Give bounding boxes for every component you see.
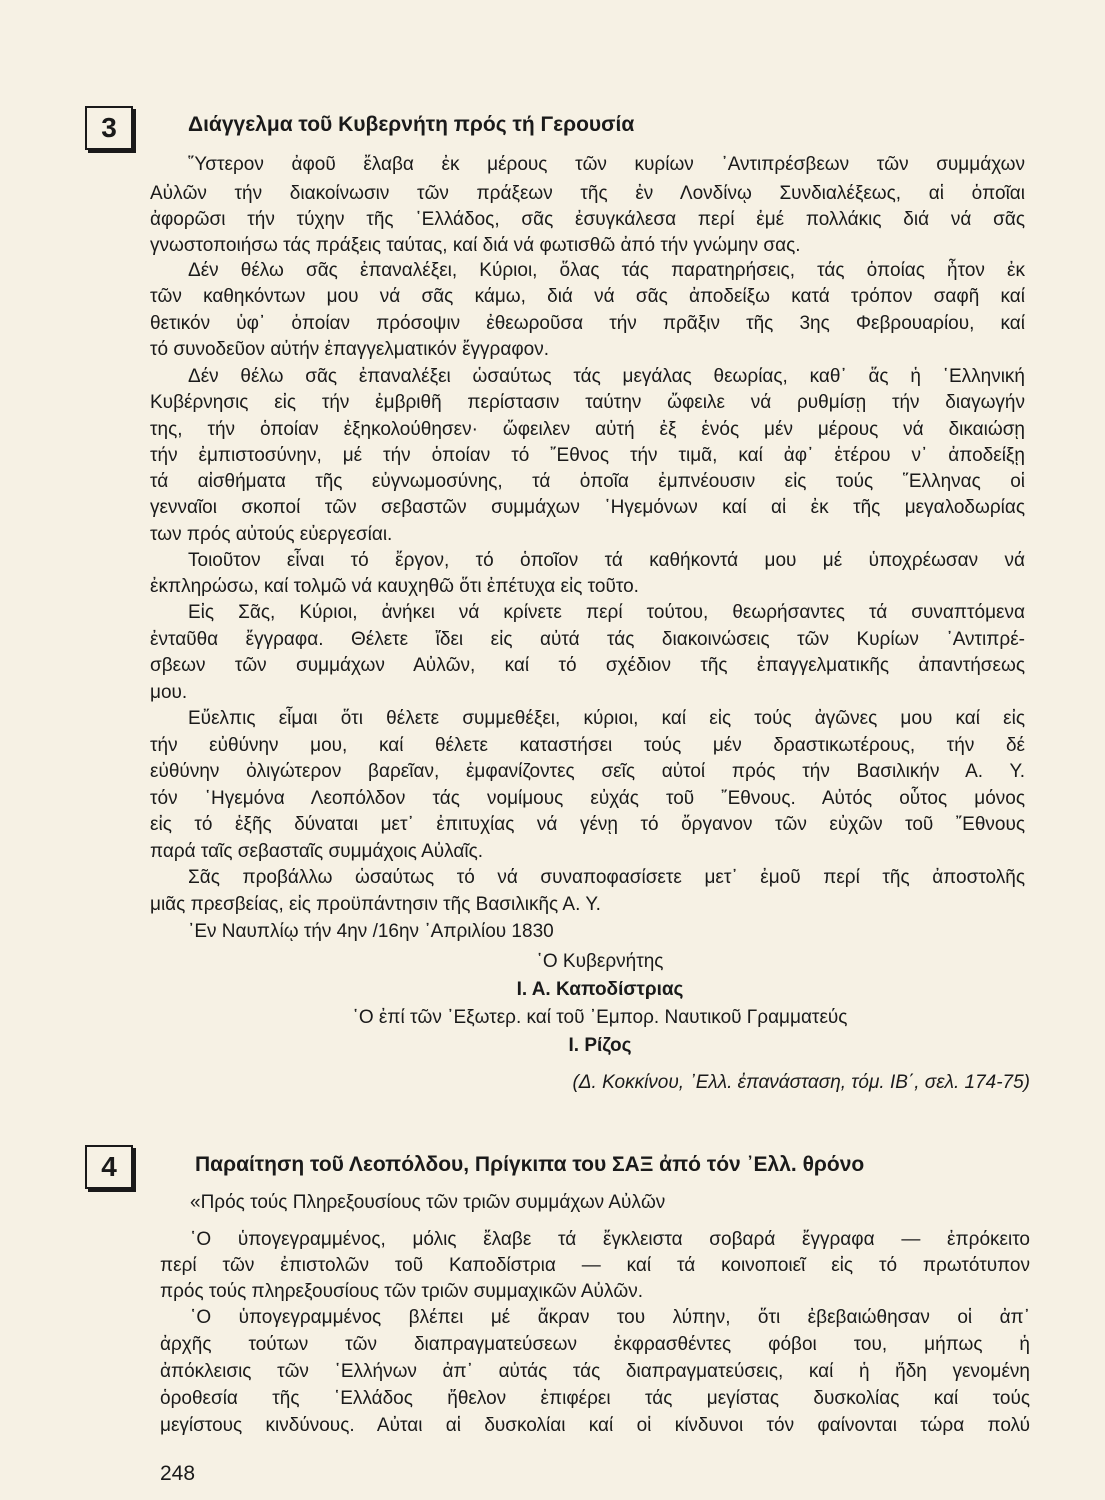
text-line: σβεων τῶν συμμάχων Αὐλῶν, καί τό σχέδιον τῆς ἐπαγγελματικῆς ἀπαντήσεως: [150, 655, 1025, 676]
text-line: ἀφορῶσι τήν τύχην τῆς ῾Ελλάδος, σᾶς ἐσυγκάλεσα περί ἐμέ πολλάκις διά νά σᾶς: [150, 209, 1025, 230]
text-line: ἐκπληρώσω, καί τολμῶ νά καυχηθῶ ὅτι ἐπέτυχα εἰς τοῦτο.: [150, 576, 639, 597]
text-line: εὐθύνην ὀλιγώτερον βαρεῖαν, ἐμφανίζοντες σεῖς αὐτοί πρός τήν Βασιλικήν Α. Υ.: [150, 761, 1025, 782]
text-line: ἐνταῦθα ἔγγραφα. Θέλετε ἴδει εἰς αὐτά τάς διακοινώσεις τῶν Κυρίων ᾿Αντιπρέ-: [150, 629, 1025, 650]
secretary-name: Ι. Ρίζος: [568, 1035, 632, 1056]
secretary-role: ῾Ο ἐπί τῶν ᾿Εξωτερ. καί τοῦ ᾿Εμπορ. Ναυτικοῦ Γραμματεύς: [352, 1007, 848, 1028]
text-line: Εἰς Σᾶς, Κύριοι, ἀνήκει νά κρίνετε περί τούτου, θεωρήσαντες τά συναπτόμενα: [188, 602, 1025, 623]
text-line: τήν ἐμπιστοσύνην, μέ τήν ὁποίαν τό ῎Εθνος τήν τιμᾶ, καί ἀφ᾿ ἑτέρου ν᾿ ἀποδείξῃ: [150, 445, 1025, 466]
text-line: εἰς τό ἑξῆς δύναται μετ᾿ ἐπιτυχίας νά γένῃ τό ὄργανον τῶν εὐχῶν τοῦ ῎Εθνους: [150, 814, 1025, 835]
text-line: τά αἰσθήματα τῆς εὐγνωμοσύνης, τά ὁποῖα ἐμπνέουσιν εἰς τούς ῞Ελληνας οἱ: [150, 471, 1025, 492]
section-title: Παραίτηση τοῦ Λεοπόλδου, Πρίγκιπα του ΣΑΞ ἀπό τόν ᾿Ελλ. θρόνο: [195, 1153, 865, 1176]
text-line: ῾Ο ὑπογεγραμμένος, μόλις ἔλαβε τά ἔγκλειστα σοβαρά ἔγγραφα — ἐπρόκειτο: [190, 1229, 1030, 1250]
text-line: ἀπόκλεισις τῶν ῾Ελλήνων ἀπ᾿ αὐτάς τάς διαπραγματεύσεις, καί ἡ ἤδη γενομένη: [160, 1361, 1030, 1382]
text-line: θετικόν ὑφ᾿ ὁποίαν πρόσοψιν ἐθεωροῦσα τήν πρᾶξιν τῆς 3ης Φεβρουαρίου, καί: [150, 313, 1025, 334]
text-line: Αὐλῶν τήν διακοίνωσιν τῶν πράξεων τῆς ἐν Λονδίνῳ Συνδιαλέξεως, αἱ ὁποῖαι: [150, 183, 1025, 204]
text-line: τόν ῾Ηγεμόνα Λεοπόλδον τάς νομίμους εὐχάς τοῦ ῎Εθνους. Αὐτός οὗτος μόνος: [150, 788, 1025, 809]
text-line: γνωστοποιήσω τάς πράξεις ταύτας, καί διά νά φωτισθῶ ἀπό τήν γνώμην σας.: [150, 235, 801, 256]
address-line: «Πρός τούς Πληρεξουσίους τῶν τριῶν συμμάχων Αὐλῶν: [190, 1192, 666, 1213]
text-line: Κυβέρνησις εἰς τήν ἐμβριθῆ περίστασιν ταύτην ὤφειλε νά ρυθμίσῃ τήν διαγωγήν: [150, 392, 1025, 413]
date-line: ᾿Εν Ναυπλίῳ τήν 4ην /16ην ᾿Απριλίου 1830: [188, 921, 554, 942]
text-line: ῞Υστερον ἀφοῦ ἔλαβα ἐκ μέρους τῶν κυρίων ᾿Αντιπρέσβεων τῶν συμμάχων: [188, 154, 1025, 175]
text-line: τό συνοδεῦον αὐτήν ἐπαγγελματικόν ἔγγραφον.: [150, 339, 550, 360]
text-line: της, τήν ὁποίαν ἐξηκολούθησεν· ὤφειλεν αὐτή ἐξ ἑνός μέν μέρους νά δικαιώσῃ: [150, 419, 1025, 440]
text-line: Σᾶς προβάλλω ὡσαύτως τό νά συναποφασίσετε μετ᾿ ἐμοῦ περί τῆς ἀποστολῆς: [188, 867, 1025, 888]
text-line: Τοιοῦτον εἶναι τό ἔργον, τό ὁποῖον τά καθήκοντά μου μέ ὑποχρέωσαν νά: [188, 550, 1025, 571]
text-line: μεγίστους κινδύνους. Αὐται αἱ δυσκολίαι καί οἱ κίνδυνοι τόν φαίνονται τώρα πολύ: [160, 1415, 1030, 1436]
text-line: περί τῶν ἐπιστολῶν τοῦ Καποδίστρια — καί τά κοινοποιεῖ εἰς τό πρωτότυπον: [160, 1255, 1030, 1276]
text-line: Δέν θέλω σᾶς ἐπαναλέξει, Κύριοι, ὅλας τάς παρατηρήσεις, τάς ὁποίας ἦτον ἐκ: [188, 260, 1025, 281]
citation: (Δ. Κοκκίνου, ᾿Ελλ. ἐπανάσταση, τόμ. ΙΒ΄, σελ. 174-75): [572, 1072, 1030, 1093]
text-line: παρά ταῖς σεβασταῖς συμμάχοις Αὐλαῖς.: [150, 841, 484, 862]
text-line: ἀρχῆς τούτων τῶν διαπραγματεύσεων ἐκφρασθέντες φόβοι του, μήπως ἡ: [160, 1334, 1030, 1355]
text-line: ῾Ο ὑπογεγραμμένος βλέπει μέ ἄκραν του λύπην, ὅτι ἐβεβαιώθησαν οἱ ἀπ᾿: [190, 1307, 1030, 1328]
section-number-box: 4: [85, 1145, 133, 1189]
section-title: Διάγγελμα τοῦ Κυβερνήτη πρός τή Γερουσία: [188, 113, 635, 136]
signature-role: ῾Ο Κυβερνήτης: [536, 951, 664, 972]
text-line: γενναῖοι σκοποί τῶν σεβαστῶν συμμάχων ῾Ηγεμόνων καί αἱ ἐκ τῆς μεγαλοδωρίας: [150, 497, 1025, 518]
text-line: Εὔελπις εἶμαι ὅτι θέλετε συμμεθέξει, κύριοι, καί εἰς τούς ἀγῶνες μου καί εἰς: [188, 708, 1025, 729]
signature-name: Ι. Α. Καποδίστριας: [516, 979, 684, 1000]
text-line: τήν εὐθύνην μου, καί θέλετε καταστήσει τούς μέν δραστικωτέρους, τήν δέ: [150, 735, 1025, 756]
text-line: μου.: [150, 682, 188, 703]
text-line: Δέν θέλω σᾶς ἐπαναλέξει ὡσαύτως τάς μεγάλας θεωρίας, καθ᾿ ἅς ἡ ῾Ελληνική: [188, 366, 1025, 387]
text-line: τῶν καθηκόντων μου νά σᾶς κάμω, διά νά σᾶς ἀποδείξω κατά τρόπον σαφῆ καί: [150, 286, 1025, 307]
text-line: των πρός αὐτούς εὐεργεσίαι.: [150, 524, 393, 545]
text-line: ὁροθεσία τῆς ῾Ελλάδος ἤθελον ἐπιφέρει τάς μεγίστας δυσκολίας καί τούς: [160, 1388, 1030, 1409]
section-number-box: 3: [85, 106, 133, 150]
text-line: πρός τούς πληρεξουσίους τῶν τριῶν συμμαχικῶν Αὐλῶν.: [160, 1281, 643, 1302]
page-number: 248: [160, 1462, 196, 1485]
text-line: μιᾶς πρεσβείας, εἰς προϋπάντησιν τῆς Βασιλικῆς Α. Υ.: [150, 894, 601, 915]
